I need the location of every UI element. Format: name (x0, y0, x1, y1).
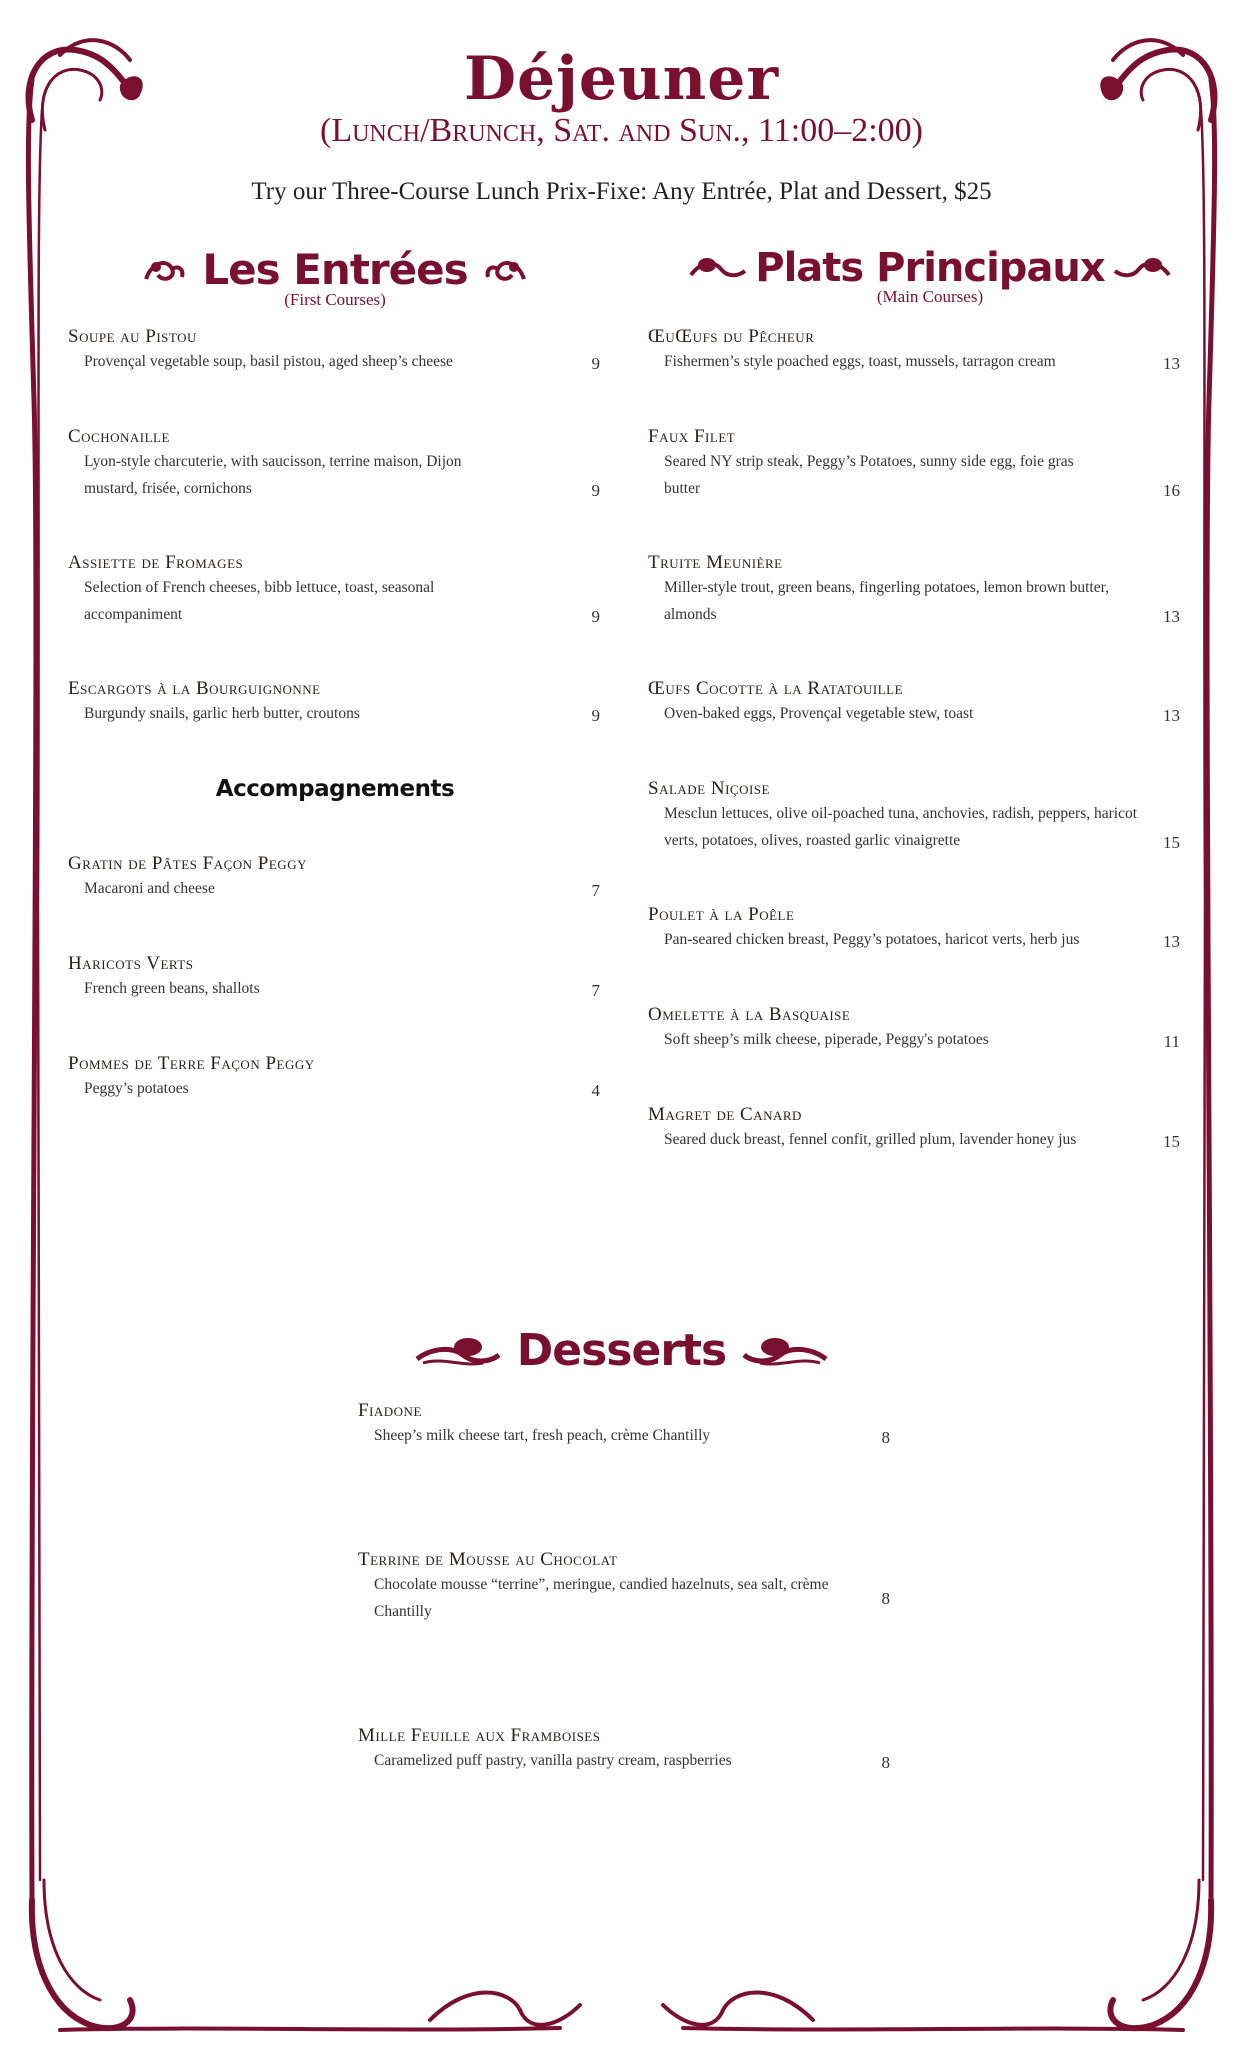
item-description: French green beans, shallots (84, 980, 260, 997)
item-description: Peggy’s potatoes (84, 1080, 189, 1097)
item-name: Mille Feuille aux Framboises (358, 1725, 601, 1746)
menu-item (648, 326, 1180, 375)
flower-ornament-icon (413, 1333, 503, 1369)
item-name: Faux Filet (648, 426, 736, 447)
menu-item (648, 552, 1180, 628)
menu-item (648, 778, 1180, 854)
item-price: 13 (1163, 706, 1180, 725)
item-price: 8 (881, 1589, 890, 1608)
item-description: Seared NY strip steak, Peggy’s Potatoes, sunny side egg, foie gras butter (664, 453, 1074, 497)
item-description: Pan-seared chicken breast, Peggy’s potatoes, haricot verts, herb jus (664, 931, 1080, 948)
item-price: 9 (591, 481, 600, 500)
item-description: Miller-style trout, green beans, fingerling potatoes, lemon brown butter, almonds (664, 579, 1110, 623)
item-name: Fiadone (358, 1400, 422, 1421)
plats-subtitle: (Main Courses) (876, 287, 984, 306)
item-name: Truite Meunière (648, 552, 783, 573)
menu-item (68, 426, 600, 502)
menu-item (648, 904, 1180, 953)
menu-item (68, 326, 600, 375)
page-subtitle: (Lunch/Brunch, Sat. and Sun., 11:00–2:00) (320, 112, 923, 149)
item-name: Terrine de Mousse au Chocolat (358, 1549, 618, 1570)
plats-title: Plats Principaux (755, 245, 1105, 291)
item-description: Chocolate mousse “terrine”, meringue, candied hazelnuts, sea salt, crème Chantilly (374, 1576, 829, 1620)
item-description: Selection of French cheeses, bibb lettuce, toast, seasonal accompaniment (84, 579, 435, 623)
item-description: Seared duck breast, fennel confit, grilled plum, lavender honey jus (664, 1131, 1077, 1148)
item-name: Magret de Canard (648, 1104, 802, 1125)
flower-ornament-icon (687, 251, 747, 285)
menu-item (68, 953, 600, 1002)
item-price: 7 (591, 981, 600, 1000)
menu-item (68, 552, 600, 628)
item-description: Oven-baked eggs, Provençal vegetable stew, toast (664, 705, 974, 722)
item-description: Mesclun lettuces, olive oil-poached tuna, anchovies, radish, peppers, haricot verts, potatoes, olives, roasted garlic vinaigrette (664, 805, 1138, 849)
item-price: 8 (881, 1428, 890, 1447)
item-name: Œufs Cocotte à la Ratatouille (648, 678, 904, 699)
menu-item (68, 853, 600, 902)
item-price: 15 (1163, 833, 1180, 852)
item-price: 11 (1163, 1032, 1180, 1051)
item-name: Haricots Verts (68, 953, 194, 974)
page-title: Déjeuner (463, 44, 780, 114)
menu-item (648, 678, 1180, 727)
flower-ornament-icon (482, 253, 528, 287)
item-name: Poulet à la Poêle (648, 904, 795, 925)
item-description: Macaroni and cheese (84, 880, 215, 897)
menu-item (358, 1549, 890, 1625)
item-price: 9 (591, 607, 600, 626)
entrees-heading (60, 245, 610, 310)
menu-item (648, 1004, 1180, 1053)
item-price: 9 (591, 354, 600, 373)
item-description: Lyon-style charcuterie, with saucisson, terrine maison, Dijon mustard, frisée, cornichons (84, 453, 462, 497)
item-price: 8 (881, 1753, 890, 1772)
menu-item (358, 1400, 890, 1449)
flower-ornament-icon (142, 253, 188, 287)
menu-item (68, 678, 600, 727)
item-name: Salade Niçoise (648, 778, 770, 799)
item-description: Burgundy snails, garlic herb butter, croutons (84, 705, 360, 722)
item-description: Sheep’s milk cheese tart, fresh peach, crème Chantilly (374, 1427, 711, 1444)
item-price: 13 (1163, 354, 1180, 373)
item-price: 4 (591, 1081, 600, 1100)
desserts-title: Desserts (516, 1325, 727, 1376)
item-price: 16 (1163, 481, 1180, 500)
item-description: Soft sheep’s milk cheese, piperade, Peggy's potatoes (664, 1031, 989, 1048)
item-description: Caramelized puff pastry, vanilla pastry cream, raspberries (374, 1752, 732, 1769)
item-name: Soupe au Pistou (68, 326, 197, 347)
flower-ornament-icon (1113, 251, 1173, 285)
menu-item (648, 426, 1180, 502)
item-name: Cochonaille (68, 426, 170, 447)
flower-ornament-icon (740, 1333, 830, 1369)
menu-item (648, 1104, 1180, 1153)
item-name: Gratin de Pâtes Façon Peggy (68, 853, 307, 874)
item-price: 13 (1163, 607, 1180, 626)
entrees-title: Les Entrées (202, 245, 468, 294)
item-price: 9 (591, 706, 600, 725)
menu-item (358, 1725, 890, 1774)
item-description: Provençal vegetable soup, basil pistou, aged sheep’s cheese (84, 353, 453, 370)
item-price: 7 (591, 881, 600, 900)
item-name: Pommes de Terre Façon Peggy (68, 1053, 315, 1074)
item-price: 13 (1163, 932, 1180, 951)
accompagnements-heading: Accompagnements (215, 776, 455, 802)
desserts-heading (320, 1325, 923, 1376)
item-name: Omelette à la Basquaise (648, 1004, 851, 1025)
item-name: Assiette de Fromages (68, 552, 244, 573)
menu-item (68, 1053, 600, 1102)
item-description: Fishermen’s style poached eggs, toast, mussels, tarragon cream (664, 353, 1056, 370)
item-name: Escargots à la Bourguignonne (68, 678, 321, 699)
entrees-subtitle: (First Courses) (284, 290, 386, 309)
plats-heading (640, 245, 1220, 307)
item-name: ŒuŒufs du Pêcheur (648, 326, 815, 347)
prix-fixe-note: Try our Three-Course Lunch Prix-Fixe: Any Entrée, Plat and Dessert, $25 (251, 178, 992, 205)
item-price: 15 (1163, 1132, 1180, 1151)
